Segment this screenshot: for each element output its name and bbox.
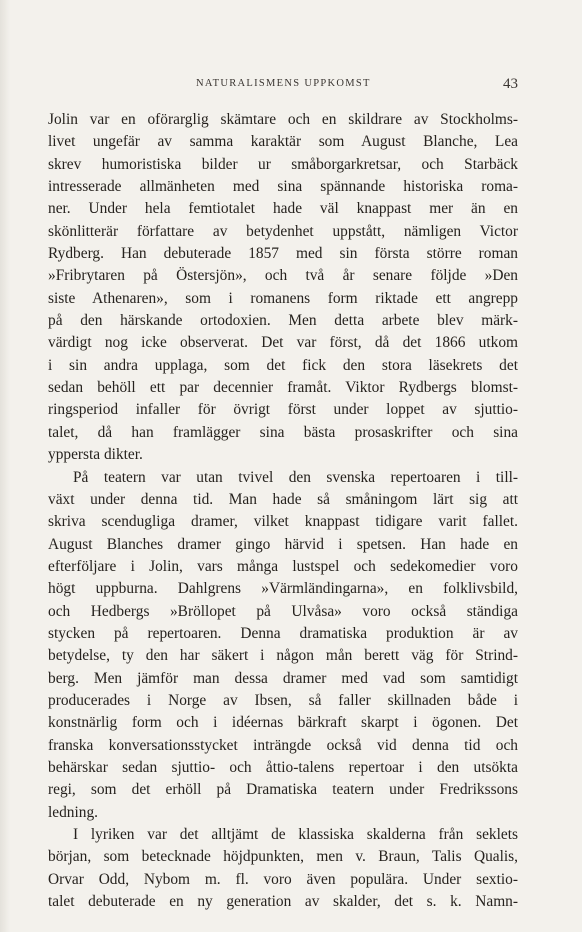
text-line: konstnärlig form och i idéernas bärkraft skarpt i ögonen. Det (48, 714, 518, 732)
text-line: början, som betecknade höjdpunkten, men v. Braun, Talis Qualis, (48, 848, 518, 866)
text-line: August Blanches dramer gingo härvid i spetsen. Han hade en (48, 535, 518, 553)
text-line: berg. Men jämför man dessa dramer med vad som samtidigt (48, 669, 518, 687)
page-number: 43 (503, 76, 518, 92)
text-line: talet, då han framlägger sina bästa prosaskrifter och sina (48, 423, 518, 441)
text-line: siste Athenaren», som i romanens form riktade ett angrepp (48, 289, 518, 307)
text-line: behärskar sedan sjuttio- och åttio-talens repertoar i den utsökta (48, 758, 518, 776)
page-header (48, 78, 518, 98)
binding-shadow (0, 0, 10, 932)
text-line: i sin andra upplaga, som det fick den stora läsekrets det (48, 356, 518, 374)
text-line: betydelse, ty den har säkert i någon mån berett väg för Strind- (48, 647, 518, 665)
text-line: och Hedbergs »Bröllopet på Ulvåsa» voro också ständiga (48, 602, 518, 620)
body-text (48, 109, 518, 913)
text-line: franska konversationsstycket inträngde också vid denna tid och (48, 736, 518, 754)
text-line: högt uppburna. Dahlgrens »Värmländingarna», en folklivsbild, (48, 580, 518, 598)
text-line: efterföljare i Jolin, vars många lustspel och sedekomedier voro (48, 557, 518, 575)
text-line: intresserade allmänheten med sina spännande historiska roma- (48, 178, 518, 196)
text-line: talet debuterade en ny generation av skalder, det s. k. Namn- (48, 893, 518, 911)
text-line: skönlitterär författare av betydenhet uppstått, nämligen Victor (48, 222, 518, 240)
text-line: sedan behöll ett par decennier framåt. Viktor Rydbergs blomst- (48, 379, 518, 397)
text-line: Rydberg. Han debuterade 1857 med sin första större roman (48, 245, 518, 263)
text-line: »Fribrytaren på Östersjön», och två år senare följde »Den (48, 267, 518, 285)
text-line: ringsperiod infaller för övrigt först under loppet av sjuttio- (48, 401, 518, 419)
text-line: producerades i Norge av Ibsen, så faller skillnaden både i (48, 691, 518, 709)
text-line: växt under denna tid. Man hade så småningom lärt sig att (48, 490, 518, 508)
text-line: skriva scendugliga dramer, vilket knappast tidigare varit fallet. (48, 513, 518, 531)
running-title: NATURALISMENS UPPKOMST (196, 78, 371, 89)
text-line: regi, som det erhöll på Dramatiska teatern under Fredrikssons (48, 781, 518, 799)
text-line: I lyriken var det alltjämt de klassiska skalderna från seklets (73, 826, 518, 843)
text-line: Jolin var en oförarglig skämtare och en skildrare av Stockholms- (48, 111, 518, 128)
text-line: ledning. (48, 803, 99, 821)
text-line: värdigt nog icke observerat. Det var först, då det 1866 utkom (48, 334, 518, 352)
text-line: ner. Under hela femtiotalet hade väl knappast mer än en (48, 200, 518, 218)
text-line: stycken på repertoaren. Denna dramatiska produktion är av (48, 624, 518, 642)
text-line: på den härskande ortodoxien. Men detta arbete blev märk- (48, 312, 518, 330)
text-line: Orvar Odd, Nybom m. fl. voro även populära. Under sextio- (48, 870, 518, 888)
text-line: livet ungefär av samma karaktär som August Blanche, Lea (48, 133, 518, 151)
text-line: yppersta dikter. (48, 446, 143, 464)
text-line: skrev humoristiska bilder ur småborgarkretsar, och Starbäck (48, 155, 518, 173)
text-line: På teatern var utan tvivel den svenska repertoaren i till- (73, 468, 518, 486)
